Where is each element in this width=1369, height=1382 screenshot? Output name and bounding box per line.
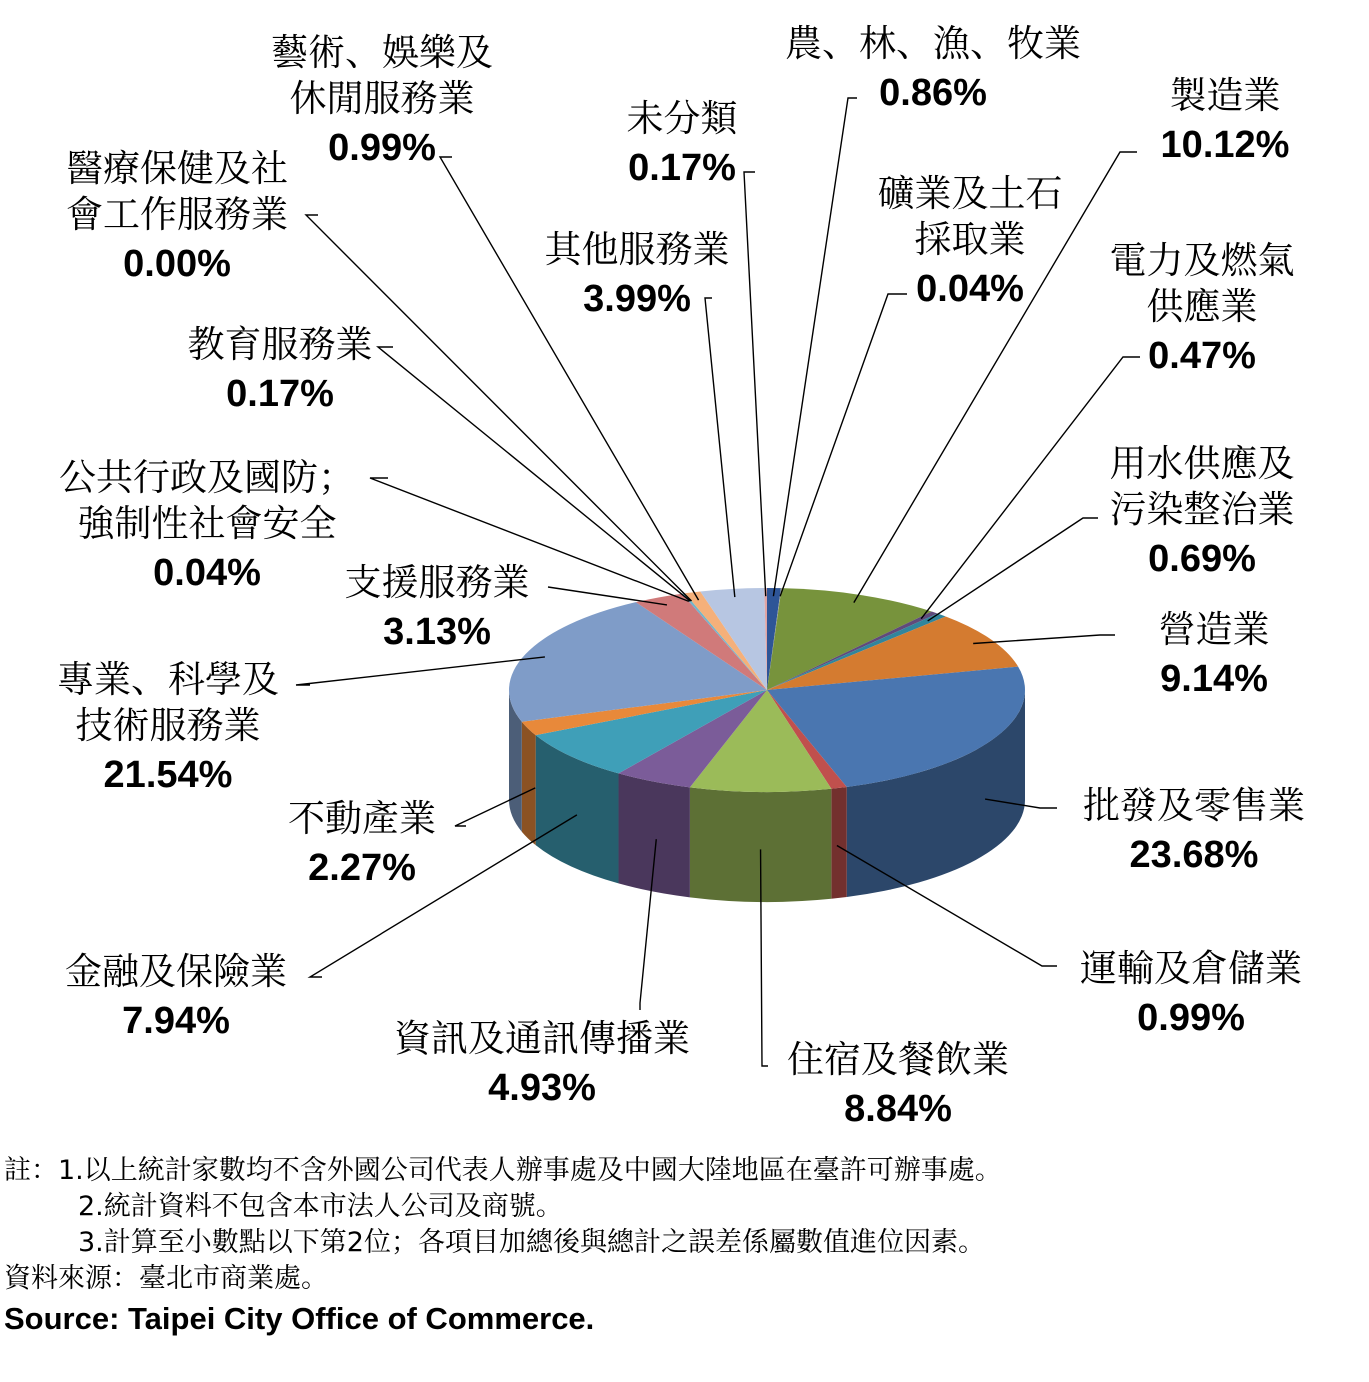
- slice-label-0: [785, 22, 1081, 114]
- slice-label-15: [188, 323, 373, 415]
- slice-label-7: [1080, 947, 1302, 1039]
- note-2: 2.統計資料不包含本市法人公司及商號。: [78, 1191, 563, 1222]
- slice-label-line: 礦業及土石: [877, 172, 1063, 215]
- slice-label-14: [59, 456, 355, 594]
- slice-value: 0.00%: [123, 243, 231, 285]
- slice-label-13: [345, 561, 530, 653]
- leader-line-12: [296, 657, 545, 685]
- slice-value: 0.99%: [1137, 997, 1245, 1039]
- slice-label-line: 電力及燃氣: [1109, 239, 1295, 282]
- slice-label-line: 污染整治業: [1109, 488, 1295, 531]
- slice-value: 8.84%: [844, 1088, 952, 1130]
- slice-label-19: [627, 97, 738, 189]
- slice-value: 0.17%: [226, 373, 334, 415]
- slice-label-line: 不動產業: [288, 797, 436, 840]
- slice-label-line: 會工作服務業: [66, 193, 288, 236]
- slice-label-1: [878, 172, 1063, 310]
- slice-value: 4.93%: [488, 1067, 596, 1109]
- slice-value: 0.99%: [328, 127, 436, 169]
- slice-value: 2.27%: [308, 847, 416, 889]
- slice-value: 3.13%: [383, 611, 491, 653]
- slice-label-line: 專業、科學及: [57, 658, 279, 701]
- slice-label-line: 金融及保險業: [65, 950, 287, 993]
- slice-label-line: 農、林、漁、牧業: [785, 22, 1081, 65]
- slice-value: 0.04%: [153, 552, 261, 594]
- slice-label-line: 供應業: [1146, 285, 1258, 328]
- slice-label-16: [66, 147, 288, 285]
- slice-value: 7.94%: [122, 1000, 230, 1042]
- slice-value: 21.54%: [103, 754, 233, 796]
- slice-value: 0.47%: [1148, 335, 1256, 377]
- leader-line-1: [780, 294, 907, 596]
- note-1: 註：1.以上統計家數均不含外國公司代表人辦事處及中國大陸地區在臺許可辦事處。: [4, 1155, 1002, 1186]
- leader-line-5: [973, 635, 1115, 644]
- leader-line-0: [773, 98, 857, 596]
- leader-line-4: [928, 518, 1098, 621]
- leader-line-16: [306, 215, 692, 601]
- slice-value: 0.69%: [1148, 538, 1256, 580]
- slice-label-12: [57, 658, 279, 796]
- slice-label-line: 運輸及倉儲業: [1080, 947, 1302, 990]
- slice-label-line: 技術服務業: [75, 704, 261, 747]
- slice-label-line: 公共行政及國防；: [59, 456, 355, 499]
- leader-line-13: [548, 587, 667, 605]
- source-zh: 資料來源：臺北市商業處。: [4, 1263, 328, 1294]
- slice-label-line: 採取業: [914, 218, 1026, 261]
- slice-label-line: 教育服務業: [187, 323, 373, 366]
- leader-line-19: [744, 172, 766, 596]
- footnotes: [4, 1153, 1368, 1337]
- slice-label-line: 未分類: [626, 97, 738, 140]
- slice-label-4: [1110, 442, 1295, 580]
- slice-labels: [57, 22, 1305, 1130]
- pie-side-9: [619, 773, 690, 897]
- slice-label-18: [545, 228, 730, 320]
- slice-label-9: [394, 1017, 690, 1109]
- slice-label-line: 批發及零售業: [1083, 784, 1305, 827]
- source-en: Source: Taipei City Office of Commerce.: [4, 1301, 595, 1336]
- slice-label-line: 其他服務業: [544, 228, 730, 271]
- slice-label-2: [1161, 74, 1290, 166]
- note-3: 3.計算至小數點以下第2位；各項目加總後與總計之誤差係屬數值進位因素。: [78, 1227, 985, 1258]
- slice-label-line: 用水供應及: [1109, 442, 1295, 485]
- slice-label-5: [1159, 608, 1270, 700]
- slice-label-line: 營造業: [1158, 608, 1270, 651]
- leader-line-3: [921, 357, 1140, 619]
- slice-label-8: [787, 1038, 1009, 1130]
- leader-line-18: [705, 298, 735, 597]
- slice-value: 0.17%: [628, 147, 736, 189]
- slice-value: 0.86%: [879, 72, 987, 114]
- slice-value: 0.04%: [916, 268, 1024, 310]
- slice-label-line: 資訊及通訊傳播業: [394, 1017, 690, 1060]
- slice-label-11: [288, 797, 436, 889]
- slice-label-17: [271, 31, 493, 169]
- leader-line-17: [440, 157, 699, 600]
- slice-label-line: 支援服務業: [344, 561, 530, 604]
- slice-label-line: 住宿及餐飲業: [787, 1038, 1009, 1081]
- slice-label-line: 製造業: [1169, 74, 1281, 117]
- slice-label-line: 藝術、娛樂及: [271, 31, 493, 74]
- slice-label-line: 強制性社會安全: [77, 502, 337, 545]
- pie-tops: [509, 588, 1025, 792]
- slice-value: 10.12%: [1160, 124, 1290, 166]
- slice-label-line: 休閒服務業: [289, 77, 475, 120]
- pie-side-11: [522, 722, 536, 845]
- slice-value: 3.99%: [583, 278, 691, 320]
- slice-value: 23.68%: [1129, 834, 1259, 876]
- pie-side-7: [831, 787, 846, 899]
- slice-label-6: [1083, 784, 1305, 876]
- slice-label-line: 醫療保健及社: [66, 147, 288, 190]
- slice-value: 9.14%: [1160, 658, 1268, 700]
- slice-label-10: [65, 950, 287, 1042]
